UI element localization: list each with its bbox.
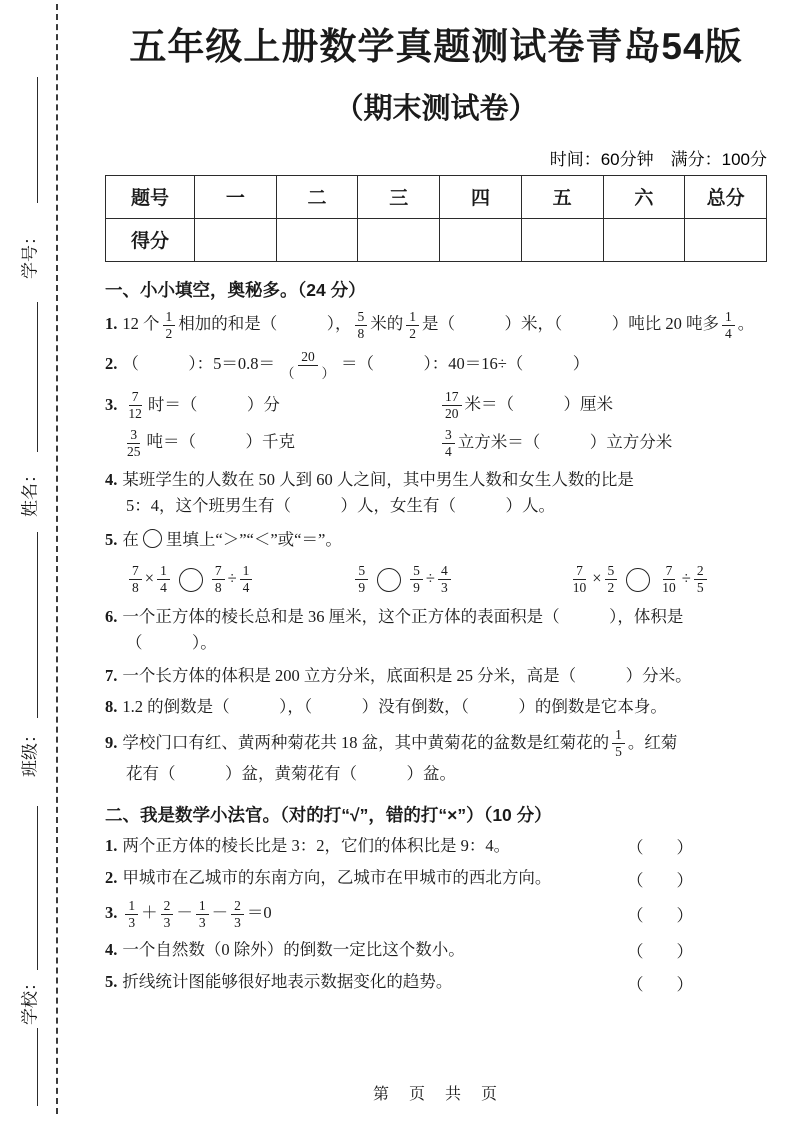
question-3-row1 [105, 389, 767, 422]
question-number: 4. [105, 940, 118, 960]
fraction: $\frac{7}{10}$ [572, 563, 587, 596]
score-empty-cell [685, 218, 767, 261]
score-empty-cell [440, 218, 522, 261]
question-body: 甲城市在乙城市的东南方向，乙城市在甲城市的西北方向。 [122, 868, 552, 888]
answer-blank: （ ） [627, 942, 693, 962]
student-number-label: 学号： [20, 228, 40, 279]
score-table-score-row [106, 218, 767, 261]
fraction: $\frac{3}{25}$ [127, 426, 141, 459]
section1-heading: 一、小小填空，奥秘多。（24 分） [105, 279, 366, 300]
question-7 [105, 663, 767, 689]
score-empty-cell [603, 218, 685, 261]
comparison-expression: $\frac{7}{10}$ × $\frac{5}{2}$ $\frac{7}{10}$ ÷ $\frac{2}{5}$ [567, 563, 710, 596]
question-number: 6. [105, 606, 118, 626]
question-number: 8. [105, 696, 118, 716]
question-body: 一个长方体的体积是 200 立方分米，底面积是 25 分米，高是（ ）分米。 [122, 666, 692, 686]
score-header-cell: 四 [440, 175, 522, 218]
score-empty-cell [276, 218, 358, 261]
tf-question [105, 937, 617, 963]
page-title: 五年级上册数学真题测试卷青岛54版 [129, 26, 743, 67]
score-header-cell: 三 [358, 175, 440, 218]
fraction: $\frac{2}{5}$ [694, 563, 707, 596]
fraction: $\frac{7}{12}$ [128, 389, 142, 422]
question-9 [105, 727, 767, 787]
question-number: 3. [105, 394, 118, 414]
question-6 [105, 604, 767, 657]
page-footer: 第 页 共 页 [372, 1086, 499, 1103]
tf-question [105, 969, 617, 995]
fraction: $\frac{1}{4}$ [240, 563, 253, 596]
question-body: $\frac{3}{25}$ 吨＝（ ）千克 [121, 432, 295, 451]
score-header-cell: 二 [276, 175, 358, 218]
question-body: （ ）：5＝0.8＝ $\frac{20}{( )}$ ＝（ ）：40＝16÷（ ） [122, 348, 590, 382]
class-label: 班级： [20, 726, 40, 777]
score-empty-cell [195, 218, 277, 261]
student-info-fill-line [37, 806, 38, 970]
answer-blank: （ ） [627, 974, 693, 994]
comparison-circle [179, 568, 203, 592]
question-body: 12 个 $\frac{1}{2}$ 相加的和是（ ）， $\frac{5}{8}$ 米的 $\frac{1}{2}$ 是（ ）米，（ ）吨比 20 吨多 $\frac{1}{4}$ 。 [122, 308, 755, 341]
score-header-cell: 题号 [106, 175, 195, 218]
fraction: $\frac{1}{3}$ [125, 898, 138, 931]
tf-item-3 [105, 898, 767, 931]
question-number: 5. [105, 529, 118, 549]
answer-blank: （ ） [627, 838, 693, 858]
question-4 [105, 467, 767, 520]
fraction: $\frac{1}{5}$ [612, 727, 625, 760]
question-body: 一个自然数（0 除外）的倒数一定比这个数小。 [122, 940, 465, 960]
tf-item-2 [105, 865, 767, 891]
tf-question [105, 833, 617, 859]
comparison-circle [626, 568, 650, 592]
time-and-score-info: 时间：60分钟 满分：100分 [549, 149, 767, 169]
question-5-comparisons [105, 563, 767, 596]
student-info-fill-line [37, 77, 38, 203]
fraction: $\frac{1}{3}$ [196, 898, 209, 931]
tf-question [105, 865, 617, 891]
score-row-label: 得分 [106, 218, 195, 261]
fraction: $\frac{7}{10}$ [662, 563, 676, 596]
paper-content [105, 26, 767, 1002]
question-5 [105, 527, 767, 553]
question-number: 5. [105, 972, 118, 992]
question-number: 9. [105, 732, 118, 752]
question-number: 1. [105, 835, 118, 855]
score-table [105, 175, 767, 262]
answer-blank: （ ） [627, 906, 693, 926]
question-2 [105, 349, 767, 382]
score-header-cell: 一 [195, 175, 277, 218]
fraction: $\frac{20}{( )}$ [281, 348, 335, 382]
question-3-row2 [105, 427, 767, 460]
fraction: $\frac{17}{20}$ [442, 389, 462, 422]
score-table-header-row [106, 175, 767, 218]
question-number: 3. [105, 903, 118, 923]
section2-heading: 二、我是数学小法官。（对的打“√”，错的打“×”）（10 分） [105, 804, 552, 825]
fraction: $\frac{1}{2}$ [163, 309, 176, 342]
student-name-label: 姓名： [20, 466, 40, 517]
fraction: $\frac{5}{8}$ [355, 309, 368, 342]
question-body: 一个正方体的棱长总和是 36 厘米，这个正方体的表面积是（ ），体积是 （ ）。 [122, 606, 684, 652]
comparison-circle [143, 529, 162, 548]
question-1 [105, 309, 767, 342]
fraction: $\frac{1}{2}$ [406, 309, 419, 342]
fraction: $\frac{4}{3}$ [438, 563, 451, 596]
fraction: $\frac{2}{3}$ [231, 898, 244, 931]
student-info-fill-line [37, 1028, 38, 1106]
score-empty-cell [521, 218, 603, 261]
fraction: $\frac{5}{9}$ [410, 563, 423, 596]
tf-item-4 [105, 937, 767, 963]
question-body: 在 里填上“＞”“＜”或“＝”。 [122, 529, 342, 549]
question-body: 1.2 的倒数是（ ），（ ）没有倒数，（ ）的倒数是它本身。 [122, 696, 667, 716]
question-8 [105, 694, 767, 720]
student-info-fill-line [37, 302, 38, 452]
question-number: 2. [105, 354, 118, 374]
question-body: $\frac{3}{4}$ 立方米＝（ ）立方分米 [439, 427, 672, 460]
tf-item-1 [105, 833, 767, 859]
fraction: $\frac{3}{4}$ [442, 427, 455, 460]
fraction: $\frac{5}{9}$ [355, 563, 368, 596]
score-header-cell: 五 [521, 175, 603, 218]
question-number: 1. [105, 314, 118, 334]
question-body: $\frac{1}{3}$ ＋ $\frac{2}{3}$ － $\frac{1}{3}$ － $\frac{2}{3}$ ＝0 [122, 903, 271, 922]
tf-question [105, 898, 617, 931]
student-info-fill-line [37, 532, 38, 718]
question-body: 两个正方体的棱长比是 3：2，它们的体积比是 9：4。 [122, 835, 511, 855]
fraction: $\frac{1}{4}$ [722, 309, 735, 342]
question-body: 某班学生的人数在 50 人到 60 人之间，其中男生人数和女生人数的比是 5：4，这个班男生有（ ）人，女生有（ ）人。 [122, 470, 634, 516]
answer-blank: （ ） [627, 870, 693, 890]
question-number: 4. [105, 470, 118, 490]
comparison-expression: $\frac{7}{8}$ × $\frac{1}{4}$ $\frac{7}{8}$ ÷ $\frac{1}{4}$ [126, 563, 255, 596]
fraction: $\frac{7}{8}$ [212, 563, 225, 596]
exam-subtitle: （期末测试卷） [334, 92, 538, 125]
comparison-circle [377, 568, 401, 592]
score-empty-cell [358, 218, 440, 261]
question-body: 折线统计图能够很好地表示数据变化的趋势。 [122, 972, 453, 992]
comparison-expression: $\frac{5}{9}$ $\frac{5}{9}$ ÷ $\frac{4}{3}$ [352, 563, 453, 596]
question-body: 学校门口有红、黄两种菊花共 18 盆，其中黄菊花的盆数是红菊花的 $\frac{1}{5}$ 。红菊 花有（ ）盆，黄菊花有（ ）盆。 [122, 727, 678, 783]
question-number: 7. [105, 666, 118, 686]
fraction: $\frac{2}{3}$ [161, 898, 174, 931]
school-label: 学校： [20, 974, 40, 1025]
question-body: $\frac{17}{20}$ 米＝（ ）厘米 [439, 389, 613, 422]
question-number: 2. [105, 868, 118, 888]
score-header-cell: 总分 [685, 175, 767, 218]
fraction: $\frac{5}{2}$ [605, 563, 618, 596]
tf-item-5 [105, 969, 767, 995]
score-header-cell: 六 [603, 175, 685, 218]
fraction: $\frac{7}{8}$ [129, 563, 142, 596]
fraction: $\frac{1}{4}$ [157, 563, 170, 596]
question-body: $\frac{7}{12}$ 时＝（ ）分 [122, 395, 280, 414]
binding-dashed-line [56, 4, 58, 1114]
